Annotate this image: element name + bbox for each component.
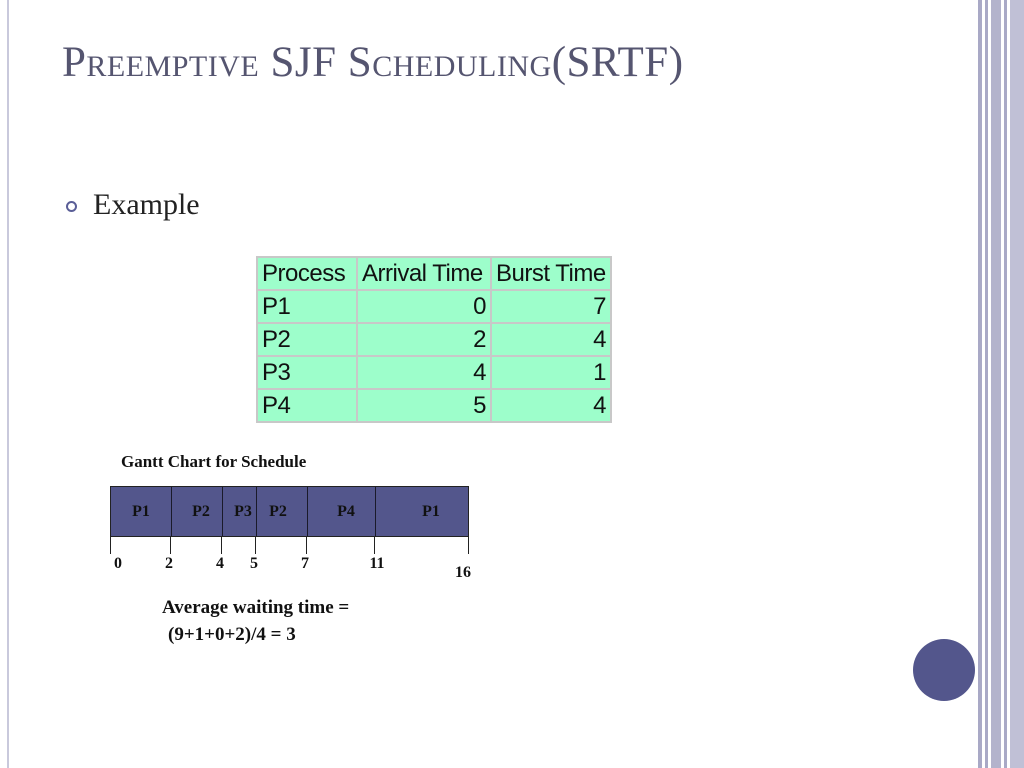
table-cell: P1 bbox=[257, 290, 357, 323]
table-cell: 5 bbox=[357, 389, 491, 422]
gantt-segment-label: P2 bbox=[192, 503, 210, 520]
gantt-tick bbox=[468, 537, 469, 554]
decorative-circle bbox=[913, 639, 975, 701]
table-header-cell: Arrival Time bbox=[357, 257, 491, 290]
average-waiting-label: Average waiting time = bbox=[162, 597, 350, 618]
gantt-tick-label: 16 bbox=[455, 564, 471, 581]
table-cell: 4 bbox=[491, 389, 611, 422]
gantt-tick-label: 5 bbox=[250, 555, 258, 572]
gantt-segment-label: P3 bbox=[234, 503, 252, 520]
segment-divider bbox=[307, 487, 308, 536]
gantt-tick-label: 2 bbox=[165, 555, 173, 572]
gantt-segment-label: P2 bbox=[269, 503, 287, 520]
decorative-stripe bbox=[1010, 0, 1024, 768]
table-cell: 0 bbox=[357, 290, 491, 323]
gantt-tick bbox=[255, 537, 256, 554]
gantt-tick-label: 0 bbox=[114, 555, 122, 572]
bullet-text: Example bbox=[93, 188, 200, 221]
table-header-cell: Process bbox=[257, 257, 357, 290]
gantt-tick-label: 7 bbox=[301, 555, 309, 572]
gantt-tick-label: 11 bbox=[369, 555, 385, 572]
process-table bbox=[256, 256, 612, 423]
segment-divider bbox=[222, 487, 223, 536]
table-cell: P2 bbox=[257, 323, 357, 356]
gantt-tick bbox=[306, 537, 307, 554]
decorative-stripe bbox=[991, 0, 1001, 768]
table-header-cell: Burst Time bbox=[491, 257, 611, 290]
gantt-tick bbox=[170, 537, 171, 554]
table-cell: 1 bbox=[491, 356, 611, 389]
average-waiting-formula: (9+1+0+2)/4 = 3 bbox=[168, 624, 296, 645]
table-row bbox=[257, 290, 611, 323]
slide-title: Preemptive SJF Scheduling(SRTF) bbox=[62, 39, 684, 86]
gantt-tick bbox=[221, 537, 222, 554]
gantt-tick-label: 4 bbox=[216, 555, 224, 572]
gantt-tick bbox=[374, 537, 375, 554]
decorative-stripe bbox=[1004, 0, 1007, 768]
decorative-stripe bbox=[985, 0, 988, 768]
bullet-circle-icon bbox=[66, 201, 77, 212]
table-cell: 7 bbox=[491, 290, 611, 323]
gantt-segment-label: P1 bbox=[132, 503, 150, 520]
gantt-tick bbox=[110, 537, 111, 554]
left-border-line bbox=[7, 0, 9, 768]
gantt-segment-label: P1 bbox=[422, 503, 440, 520]
table-header-row bbox=[257, 257, 611, 290]
gantt-segment-label: P4 bbox=[337, 503, 355, 520]
table-cell: 4 bbox=[491, 323, 611, 356]
gantt-caption: Gantt Chart for Schedule bbox=[121, 452, 307, 471]
table-cell: 2 bbox=[357, 323, 491, 356]
table-cell: P3 bbox=[257, 356, 357, 389]
table-row bbox=[257, 389, 611, 422]
table-row bbox=[257, 356, 611, 389]
table-cell: P4 bbox=[257, 389, 357, 422]
gantt-bar bbox=[110, 486, 469, 537]
table-row bbox=[257, 323, 611, 356]
segment-divider bbox=[375, 487, 376, 536]
segment-divider bbox=[171, 487, 172, 536]
segment-divider bbox=[256, 487, 257, 536]
table-cell: 4 bbox=[357, 356, 491, 389]
decorative-stripe bbox=[978, 0, 982, 768]
